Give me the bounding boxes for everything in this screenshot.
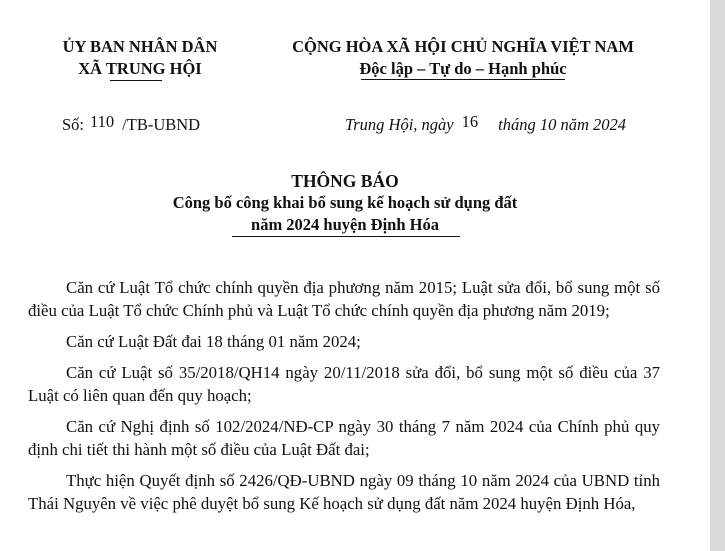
paragraph: Thực hiện Quyết định số 2426/QĐ-UBND ngày 09 tháng 10 năm 2024 của UBND tỉnh Thái Nguyên về việc phê duyệt bổ sung Kế hoạch sử dụng đất năm 2024 huyện Định Hóa, (28, 471, 660, 513)
authority-line-2 (78, 58, 201, 80)
number-prefix: Số: (62, 115, 85, 134)
paragraph: Căn cứ Luật Đất đai 18 tháng 01 năm 2024; (66, 332, 361, 351)
month-year-text: tháng 10 năm 2024 (498, 115, 627, 134)
motto-underline (361, 79, 564, 80)
paragraph: Căn cứ Nghị định số 102/2024/NĐ-CP ngày 30 tháng 7 năm 2024 của Chính phủ quy định chi tiết thi hành một số điều của Luật Đất đai; (28, 417, 660, 459)
document-number (62, 112, 201, 135)
vertical-scrollbar[interactable] (710, 0, 725, 551)
country-name: CỘNG HÒA XÃ HỘI CHỦ NGHĨA VIỆT NAM (292, 37, 634, 56)
authority-underline (110, 80, 161, 81)
document-subtitle (0, 192, 690, 236)
document-title: THÔNG BÁO (291, 171, 399, 191)
motto-line (359, 58, 566, 80)
authority-name: XÃ TRUNG HỘI (78, 59, 202, 78)
paragraph: Căn cứ Luật Tổ chức chính quyền địa phương năm 2015; Luật sửa đổi, bổ sung một số điều của Luật Tổ chức Chính phủ và Luật Tổ chức chính quyền địa phương năm 2019; (28, 278, 660, 320)
number-value: 110 (90, 112, 115, 131)
number-suffix: /TB-UBND (122, 115, 201, 134)
subtitle-line-1: Công bố công khai bổ sung kế hoạch sử dụng đất (172, 193, 518, 212)
day-value: 16 (461, 112, 479, 131)
national-motto (258, 36, 668, 80)
place-and-date (345, 112, 627, 135)
authority-line-1: ỦY BAN NHÂN DÂN (62, 37, 218, 56)
issuing-authority (40, 36, 240, 80)
paragraph: Căn cứ Luật số 35/2018/QH14 ngày 20/11/2018 sửa đổi, bổ sung một số điều của 37 Luật có liên quan đến quy hoạch; (28, 363, 660, 405)
motto-text: Độc lập – Tự do – Hạnh phúc (359, 59, 567, 78)
subtitle-underline (232, 236, 460, 237)
place-text: Trung Hội, ngày (345, 115, 454, 134)
document-body (28, 276, 660, 523)
subtitle-line-2: năm 2024 huyện Định Hóa (251, 215, 439, 234)
